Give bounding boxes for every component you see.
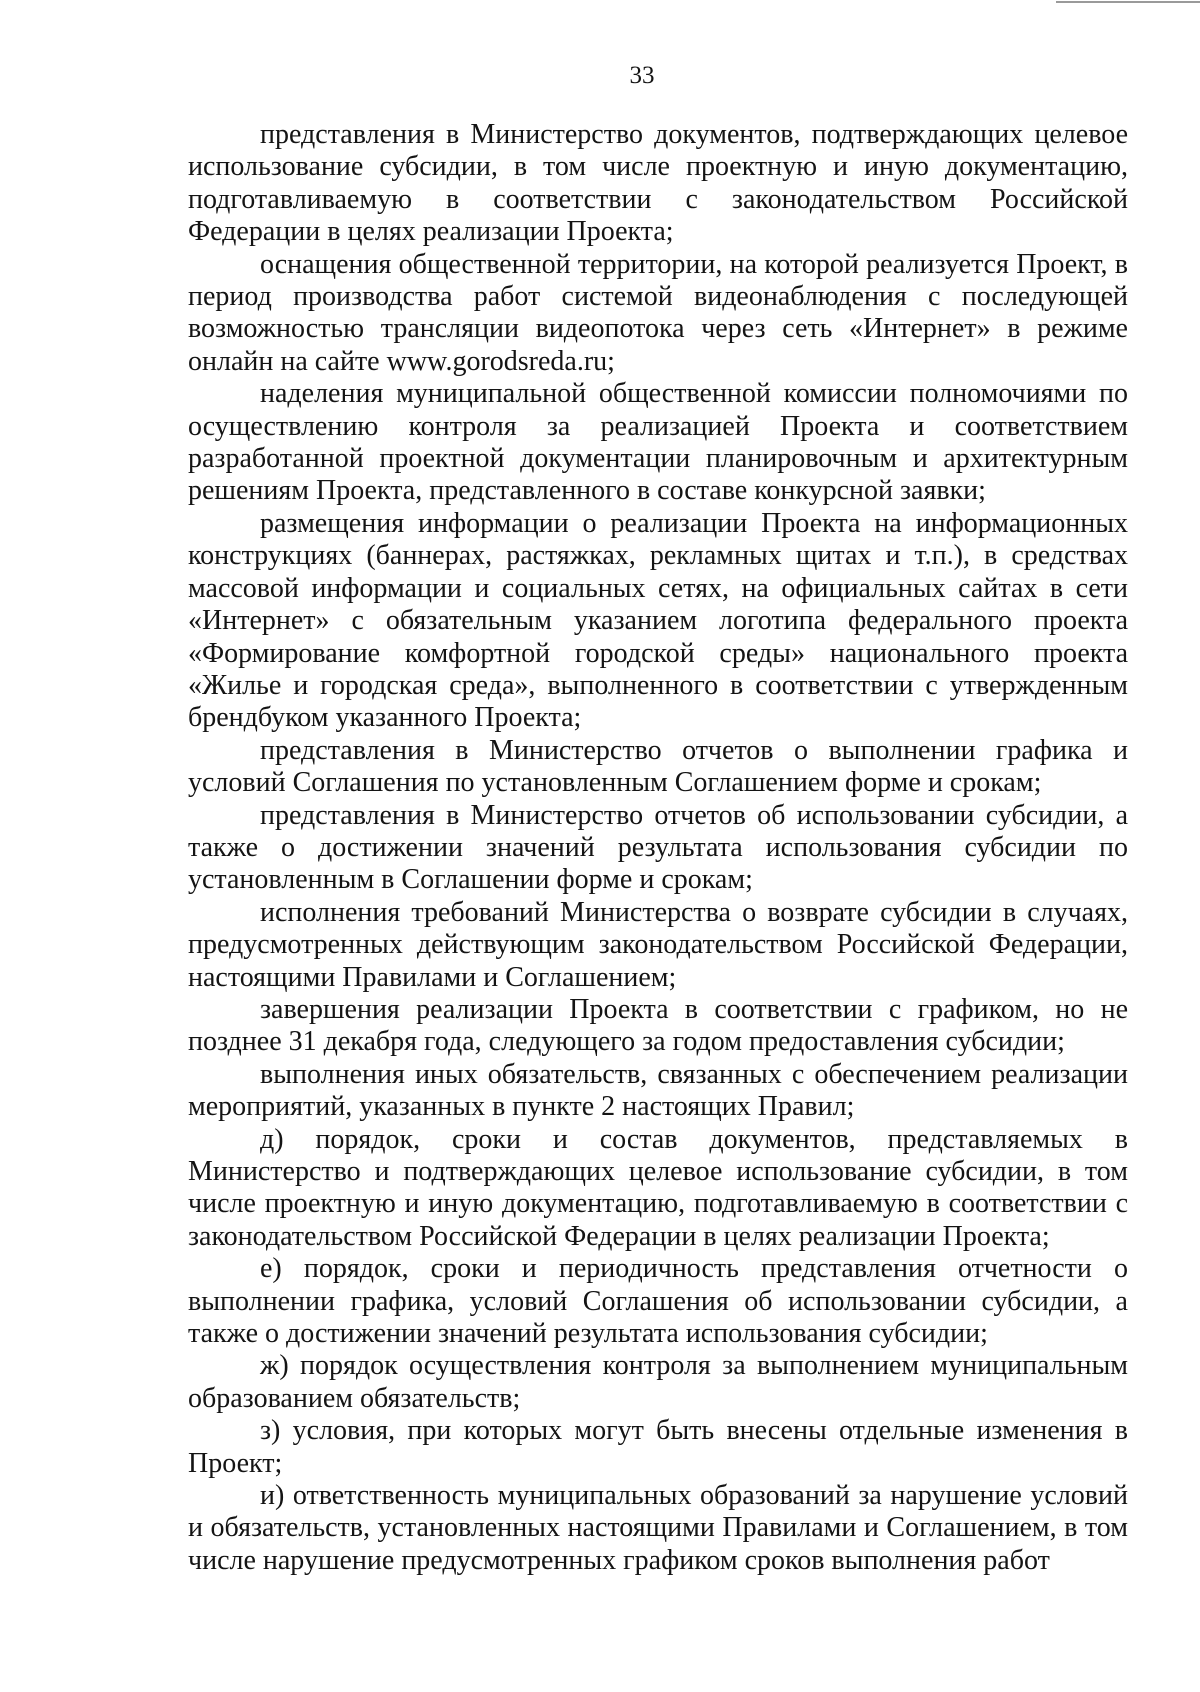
- document-body: [188, 119, 1128, 1577]
- paragraph-item-zh: ж) порядок осуществления контроля за выполнением муниципальным образованием обязательств;: [188, 1350, 1128, 1414]
- paragraph-document-submission: представления в Министерство документов, подтверждающих целевое использование субсидии, в том числе проектную и иную документацию, подготавливаемую в соответствии с законодательством Российской Федерации в целях реализации Проекта;: [188, 119, 1128, 248]
- paragraph-item-d: д) порядок, сроки и состав документов, представляемых в Министерство и подтверждающих целевое использование субсидии, в том числе проектную и иную документацию, подготавливаемую в соответствии с законодательством Российской Федерации в целях реализации Проекта;: [188, 1123, 1128, 1252]
- paragraph-item-z: з) условия, при которых могут быть внесены отдельные изменения в Проект;: [188, 1415, 1128, 1479]
- paragraph-item-i: и) ответственность муниципальных образований за нарушение условий и обязательств, установленных настоящими Правилами и Соглашением, в том числе нарушение предусмотренных графиком сроков выполнения работ: [188, 1480, 1128, 1576]
- paragraph-refund-requirements: исполнения требований Министерства о возврате субсидии в случаях, предусмотренных действующим законодательством Российской Федерации, настоящими Правилами и Соглашением;: [188, 896, 1128, 993]
- paragraph-project-completion: завершения реализации Проекта в соответствии с графиком, но не позднее 31 декабря года, следующего за годом предоставления субсидии;: [188, 993, 1128, 1058]
- scan-edge-line: [1056, 1, 1200, 3]
- paragraph-information-placement: размещения информации о реализации Проекта на информационных конструкциях (баннерах, растяжках, рекламных щитах и т.п.), в средствах массовой информации и социальных сетях, на официальных сайтах в сети «Интернет» с обязательным указанием логотипа федерального проекта «Формирование комфортной городской среды» национального проекта «Жилье и городская среда», выполненного в соответствии с утвержденным брендбуком указанного Проекта;: [188, 507, 1128, 734]
- page-number: 33: [629, 62, 655, 89]
- paragraph-video-surveillance: оснащения общественной территории, на которой реализуется Проект, в период производства работ системой видеонаблюдения с последующей возможностью трансляции видеопотока через сеть «Интернет» в режиме онлайн на сайте www.gorodsreda.ru;: [188, 248, 1128, 377]
- paragraph-other-obligations: выполнения иных обязательств, связанных с обеспечением реализации мероприятий, указанных в пункте 2 настоящих Правил;: [188, 1058, 1128, 1123]
- paragraph-subsidy-reports: представления в Министерство отчетов об использовании субсидии, а также о достижении значений результата использования субсидии по установленным в Соглашении форме и срокам;: [188, 799, 1128, 896]
- paragraph-commission-powers: наделения муниципальной общественной комиссии полномочиями по осуществлению контроля за реализацией Проекта и соответствием разработанной проектной документации планировочным и архитектурным решениям Проекта, представленного в составе конкурсной заявки;: [188, 378, 1128, 507]
- paragraph-schedule-reports: представления в Министерство отчетов о выполнении графика и условий Соглашения по установленным Соглашением форме и срокам;: [188, 734, 1128, 799]
- paragraph-item-e: е) порядок, сроки и периодичность представления отчетности о выполнении графика, условий Соглашения об использовании субсидии, а также о достижении значений результата использования субсидии;: [188, 1253, 1128, 1350]
